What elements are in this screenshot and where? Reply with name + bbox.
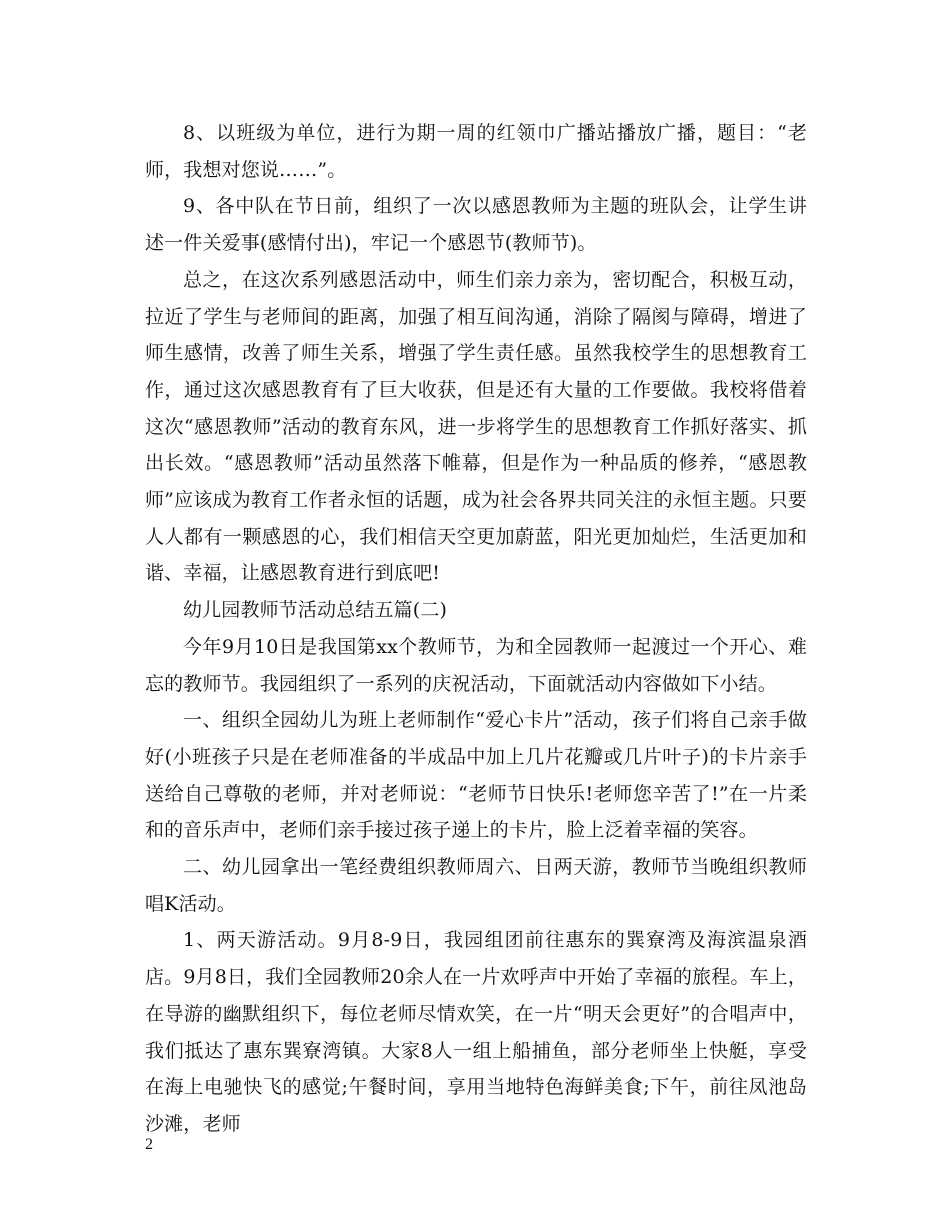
activity-paragraph-1: 一、组织全园幼儿为班上老师制作“爱心卡片”活动，孩子们将自己亲手做好(小班孩子只是在老师准备的半成品中加上几片花瓣或几片叶子)的卡片亲手送给自己尊敬的老师，并对老师说：“老师节日快乐!老师您辛苦了!”在一片柔和的音乐声中，老师们亲手接过孩子递上的卡片，脸上泛着幸福的笑容。	[145, 709, 807, 842]
activity-paragraph-2: 二、幼儿园拿出一笔经费组织教师周六、日两天游，教师节当晚组织教师唱K活动。	[145, 856, 807, 915]
paragraph-item-9: 9、各中队在节日前，组织了一次以感恩教师为主题的班队会，让学生讲述一件关爱事(感情付出)，牢记一个感恩节(教师节)。	[145, 195, 807, 255]
summary-paragraph: 总之，在这次系列感恩活动中，师生们亲力亲为，密切配合，积极互动，拉近了学生与老师间的距离，加强了相互间沟通，消除了隔阂与障碍，增进了师生感情，改善了师生关系，增强了学生责任感。虽然我校学生的思想教育工作，通过这次感恩教育有了巨大收获，但是还有大量的工作要做。我校将借着这次“感恩教师”活动的教育东风，进一步将学生的思想教育工作抓好落实、抓出长效。“感恩教师”活动虽然落下帷幕，但是作为一种品质的修养，“感恩教师”应该成为教育工作者永恒的话题，成为社会各界共同关注的永恒主题。只要人人都有一颗感恩的心，我们相信天空更加蔚蓝，阳光更加灿烂，生活更加和谐、幸福，让感恩教育进行到底吧!	[145, 268, 807, 585]
trip-paragraph: 1、两天游活动。9月8-9日，我园组团前往惠东的巽寮湾及海滨温泉酒店。9月8日，我们全园教师20余人在一片欢呼声中开始了幸福的旅程。车上，在导游的幽默组织下，每位老师尽情欢笑，在一片“明天会更好”的合唱声中，我们抵达了惠东巽寮湾镇。大家8人一组上船捕鱼，部分老师坐上快艇，享受在海上电驰快飞的感觉;午餐时间，享用当地特色海鲜美食;下午，前往凤池岛沙滩，老师	[145, 929, 807, 1135]
page-number: 2	[145, 1136, 153, 1153]
intro-paragraph: 今年9月10日是我国第xx个教师节，为和全园教师一起渡过一个开心、难忘的教师节。我园组织了一系列的庆祝活动，下面就活动内容做如下小结。	[145, 635, 807, 695]
document-body	[145, 115, 807, 1143]
section-heading: 幼儿园教师节活动总结五篇(二)	[183, 599, 448, 622]
paragraph-item-8: 8、以班级为单位，进行为期一周的红领巾广播站播放广播，题目：“老师，我想对您说……”。	[145, 122, 807, 181]
